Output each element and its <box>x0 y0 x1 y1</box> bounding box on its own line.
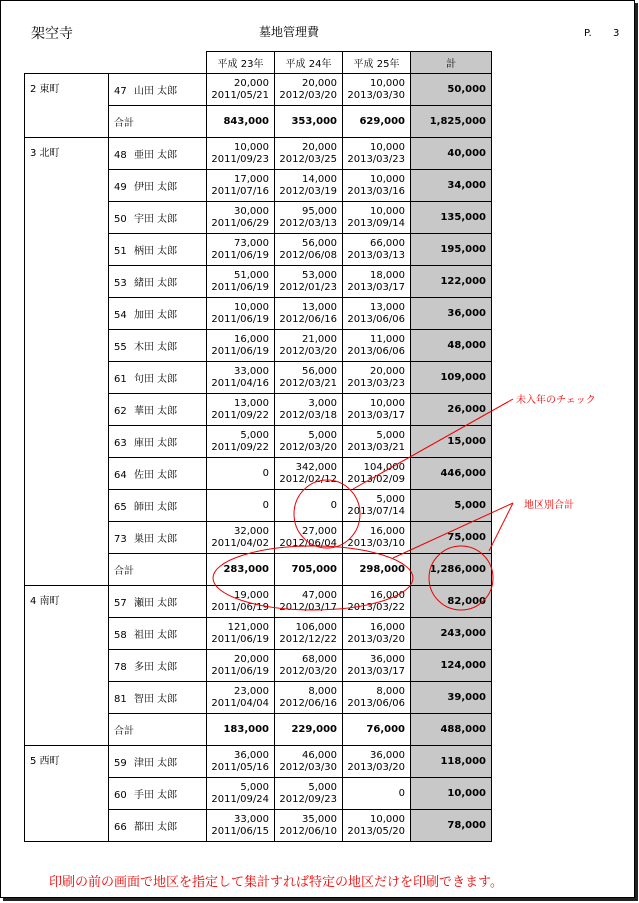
total-cell: 488,000 <box>411 714 492 746</box>
subtotal-ellipse <box>213 546 413 610</box>
plot-number: 63 <box>114 438 127 449</box>
payment-date: 2011/04/02 <box>211 537 269 549</box>
payment-date: 2012/03/25 <box>279 153 337 165</box>
plot-number: 59 <box>114 758 127 769</box>
amount: 5,000 <box>308 429 337 441</box>
footer-note: 印刷の前の画面で地区を指定して集計すれば特定の地区だけを印刷できます。 <box>49 875 503 890</box>
payment-date: 2013/03/17 <box>347 409 405 421</box>
amount-cell-h24: 229,000 <box>275 714 343 746</box>
payment-date: 2011/04/04 <box>211 697 269 709</box>
total-cell: 34,000 <box>411 170 492 202</box>
payment-date: 2012/03/17 <box>279 601 337 613</box>
holder-name: 都田 太郎 <box>134 822 178 833</box>
holder-name: 伊田 太郎 <box>134 182 178 193</box>
subtotal-label: 合計 <box>109 106 207 138</box>
payment-date: 2013/03/22 <box>347 601 405 613</box>
payment-date: 2013/07/14 <box>347 505 405 517</box>
payment-date: 2013/03/10 <box>347 537 405 549</box>
payment-date: 2012/03/18 <box>279 409 337 421</box>
plot-number: 48 <box>114 150 127 161</box>
plot-number: 51 <box>114 246 127 257</box>
amount: 53,000 <box>302 269 337 281</box>
amount: 20,000 <box>234 77 269 89</box>
plot-number: 54 <box>114 310 127 321</box>
holder-name: 緒田 太郎 <box>134 278 178 289</box>
plot-number: 57 <box>114 598 127 609</box>
holder-name: 師田 太郎 <box>134 502 178 513</box>
total-cell: 82,000 <box>411 586 492 618</box>
amount: 51,000 <box>234 269 269 281</box>
holder-name: 祖田 太郎 <box>134 630 178 641</box>
amount: 73,000 <box>234 237 269 249</box>
payment-date: 2013/03/16 <box>347 185 405 197</box>
payment-date: 2013/03/13 <box>347 249 405 261</box>
payment-date: 2013/06/06 <box>347 313 405 325</box>
area-cell: 3 北町 <box>25 138 109 586</box>
payment-date: 2011/05/21 <box>211 89 269 101</box>
amount: 10,000 <box>234 301 269 313</box>
payment-date: 2011/06/19 <box>211 345 269 357</box>
payment-date: 2011/06/19 <box>211 601 269 613</box>
area-cell: 4 南町 <box>25 586 109 746</box>
amount-cell-h23: 843,000 <box>207 106 275 138</box>
amount: 16,000 <box>234 333 269 345</box>
payment-date: 2012/06/08 <box>279 249 337 261</box>
total-cell: 48,000 <box>411 330 492 362</box>
area-cell: 5 西町 <box>25 746 109 842</box>
total-cell: 118,000 <box>411 746 492 778</box>
amount: 5,000 <box>240 429 269 441</box>
payment-date: 2012/03/20 <box>279 665 337 677</box>
amount: 95,000 <box>302 205 337 217</box>
amount: 0 <box>330 499 337 511</box>
amount: 13,000 <box>234 397 269 409</box>
plot-number: 50 <box>114 214 127 225</box>
total-cell: 39,000 <box>411 682 492 714</box>
plot-number: 64 <box>114 470 127 481</box>
amount: 23,000 <box>234 685 269 697</box>
payment-date: 2011/09/23 <box>211 153 269 165</box>
amount: 10,000 <box>370 173 405 185</box>
payment-date: 2012/06/16 <box>279 313 337 325</box>
plot-number: 66 <box>114 822 127 833</box>
amount: 33,000 <box>234 813 269 825</box>
payment-date: 2013/03/17 <box>347 665 405 677</box>
plot-number: 62 <box>114 406 127 417</box>
payment-date: 2011/06/19 <box>211 313 269 325</box>
payment-date: 2012/12/22 <box>279 633 337 645</box>
subtotal-label: 合計 <box>109 714 207 746</box>
amount: 10,000 <box>370 141 405 153</box>
amount: 20,000 <box>302 77 337 89</box>
holder-name: 華田 太郎 <box>134 406 178 417</box>
plot-number: 61 <box>114 374 127 385</box>
amount: 30,000 <box>234 205 269 217</box>
column-header-h24: 平成 24年 <box>275 52 343 74</box>
plot-number: 53 <box>114 278 127 289</box>
plot-number: 60 <box>114 790 127 801</box>
amount: 21,000 <box>302 333 337 345</box>
payment-date: 2012/03/30 <box>279 761 337 773</box>
holder-name: 智田 太郎 <box>134 694 178 705</box>
holder-name: 宇田 太郎 <box>134 214 178 225</box>
amount: 36,000 <box>370 653 405 665</box>
amount: 0 <box>262 499 269 511</box>
amount: 5,000 <box>240 781 269 793</box>
amount: 68,000 <box>302 653 337 665</box>
amount: 11,000 <box>370 333 405 345</box>
holder-name: 亜田 太郎 <box>134 150 178 161</box>
amount: 104,000 <box>363 461 405 473</box>
total-cell: 75,000 <box>411 522 492 554</box>
holder-name: 山田 太郎 <box>134 86 178 97</box>
amount: 5,000 <box>376 493 405 505</box>
payment-date: 2011/06/29 <box>211 217 269 229</box>
amount-cell-h24: 353,000 <box>275 106 343 138</box>
amount: 33,000 <box>234 365 269 377</box>
payment-date: 2011/04/16 <box>211 377 269 389</box>
payment-date: 2013/03/21 <box>347 441 405 453</box>
plot-number: 55 <box>114 342 127 353</box>
amount-cell-h25: 629,000 <box>343 106 411 138</box>
amount: 20,000 <box>370 365 405 377</box>
amount: 18,000 <box>370 269 405 281</box>
amount: 47,000 <box>302 589 337 601</box>
total-cell: 40,000 <box>411 138 492 170</box>
holder-name: 木田 太郎 <box>134 342 178 353</box>
amount: 5,000 <box>376 429 405 441</box>
amount-cell-h23: 283,000 <box>207 554 275 586</box>
payment-date: 2011/06/19 <box>211 281 269 293</box>
amount: 0 <box>262 467 269 479</box>
amount: 5,000 <box>308 781 337 793</box>
holder-name: 瀬田 太郎 <box>134 598 178 609</box>
payment-date: 2012/03/21 <box>279 377 337 389</box>
payment-date: 2011/09/22 <box>211 441 269 453</box>
holder-name: 津田 太郎 <box>134 758 178 769</box>
amount: 46,000 <box>302 749 337 761</box>
total-cell: 135,000 <box>411 202 492 234</box>
plot-number: 78 <box>114 662 127 673</box>
total-cell: 122,000 <box>411 266 492 298</box>
payment-date: 2013/05/20 <box>347 825 405 837</box>
annotation-overlay <box>1 1 639 903</box>
total-cell: 5,000 <box>411 490 492 522</box>
amount: 56,000 <box>302 237 337 249</box>
amount: 17,000 <box>234 173 269 185</box>
payment-date: 2013/03/30 <box>347 89 405 101</box>
amount-cell-h24: 705,000 <box>275 554 343 586</box>
plot-number: 81 <box>114 694 127 705</box>
unpaid-check-note: 未入年のチェック <box>516 395 596 406</box>
amount: 20,000 <box>234 653 269 665</box>
payment-date: 2012/03/20 <box>279 441 337 453</box>
holder-name: 句田 太郎 <box>134 374 178 385</box>
payment-date: 2012/03/13 <box>279 217 337 229</box>
amount: 20,000 <box>302 141 337 153</box>
amount: 0 <box>398 787 405 799</box>
holder-name: 庫田 太郎 <box>134 438 178 449</box>
payment-date: 2012/06/10 <box>279 825 337 837</box>
payment-date: 2013/03/17 <box>347 281 405 293</box>
payment-date: 2012/03/20 <box>279 89 337 101</box>
district-pointer-line-2 <box>489 503 513 551</box>
amount: 14,000 <box>302 173 337 185</box>
holder-name: 加田 太郎 <box>134 310 178 321</box>
amount: 10,000 <box>370 813 405 825</box>
payment-date: 2012/03/19 <box>279 185 337 197</box>
subtotal-label: 合計 <box>109 554 207 586</box>
payment-date: 2013/03/20 <box>347 761 405 773</box>
plot-number: 47 <box>114 86 127 97</box>
area-cell: 2 東町 <box>25 74 109 138</box>
amount: 8,000 <box>308 685 337 697</box>
column-header-h23: 平成 23年 <box>207 52 275 74</box>
total-cell: 243,000 <box>411 618 492 650</box>
amount: 13,000 <box>302 301 337 313</box>
amount: 36,000 <box>370 749 405 761</box>
amount: 16,000 <box>370 525 405 537</box>
payment-date: 2012/01/23 <box>279 281 337 293</box>
payment-date: 2013/03/23 <box>347 153 405 165</box>
total-cell: 124,000 <box>411 650 492 682</box>
total-cell: 50,000 <box>411 74 492 106</box>
amount-cell-h25: 298,000 <box>343 554 411 586</box>
amount: 10,000 <box>370 205 405 217</box>
amount: 121,000 <box>227 621 269 633</box>
payment-date: 2011/07/16 <box>211 185 269 197</box>
plot-number: 49 <box>114 182 127 193</box>
amount: 10,000 <box>370 397 405 409</box>
total-cell: 10,000 <box>411 778 492 810</box>
payment-date: 2013/09/14 <box>347 217 405 229</box>
payment-date: 2013/03/23 <box>347 377 405 389</box>
amount: 16,000 <box>370 589 405 601</box>
amount-cell-h23: 183,000 <box>207 714 275 746</box>
total-cell: 446,000 <box>411 458 492 490</box>
amount: 10,000 <box>234 141 269 153</box>
amount: 27,000 <box>302 525 337 537</box>
amount-cell-h25: 76,000 <box>343 714 411 746</box>
payment-date: 2011/05/16 <box>211 761 269 773</box>
plot-number: 58 <box>114 630 127 641</box>
total-cell: 26,000 <box>411 394 492 426</box>
unpaid-pointer-line <box>353 399 513 489</box>
payment-date: 2012/02/12 <box>279 473 337 485</box>
total-cell: 1,825,000 <box>411 106 492 138</box>
payment-date: 2013/06/06 <box>347 697 405 709</box>
holder-name: 手田 太郎 <box>134 790 178 801</box>
column-header-h25: 平成 25年 <box>343 52 411 74</box>
amount: 3,000 <box>308 397 337 409</box>
amount: 66,000 <box>370 237 405 249</box>
amount: 56,000 <box>302 365 337 377</box>
total-ellipse <box>429 546 493 610</box>
payment-date: 2012/03/20 <box>279 345 337 357</box>
total-cell: 78,000 <box>411 810 492 842</box>
amount: 8,000 <box>376 685 405 697</box>
amount: 10,000 <box>370 77 405 89</box>
total-cell: 1,286,000 <box>411 554 492 586</box>
report-title: 墓地管理費 <box>259 25 320 39</box>
payment-date: 2011/09/22 <box>211 409 269 421</box>
amount: 35,000 <box>302 813 337 825</box>
holder-name: 巣田 太郎 <box>134 534 178 545</box>
total-cell: 109,000 <box>411 362 492 394</box>
column-header-total: 計 <box>411 52 492 74</box>
amount: 32,000 <box>234 525 269 537</box>
page-number: 3 <box>613 28 620 39</box>
payment-date: 2012/09/23 <box>279 793 337 805</box>
payment-date: 2011/06/19 <box>211 633 269 645</box>
amount: 106,000 <box>295 621 337 633</box>
amount: 16,000 <box>370 621 405 633</box>
payment-date: 2013/02/09 <box>347 473 405 485</box>
payment-date: 2011/09/24 <box>211 793 269 805</box>
total-cell: 36,000 <box>411 298 492 330</box>
plot-number: 73 <box>114 534 127 545</box>
organization-name: 架空寺 <box>31 26 73 42</box>
total-cell: 195,000 <box>411 234 492 266</box>
district-pointer-line-1 <box>393 503 513 558</box>
unpaid-ellipse <box>294 480 360 548</box>
amount: 19,000 <box>234 589 269 601</box>
amount: 342,000 <box>295 461 337 473</box>
district-total-note: 地区別合計 <box>524 500 574 511</box>
payment-date: 2013/06/06 <box>347 345 405 357</box>
payment-date: 2011/06/15 <box>211 825 269 837</box>
holder-name: 佐田 太郎 <box>134 470 178 481</box>
amount: 13,000 <box>370 301 405 313</box>
payment-date: 2011/06/19 <box>211 665 269 677</box>
page-label: P. <box>584 28 592 39</box>
holder-name: 多田 太郎 <box>134 662 178 673</box>
total-cell: 15,000 <box>411 426 492 458</box>
amount: 36,000 <box>234 749 269 761</box>
payment-date: 2011/06/19 <box>211 249 269 261</box>
payment-date: 2012/06/16 <box>279 697 337 709</box>
payment-date: 2012/06/04 <box>279 537 337 549</box>
plot-number: 65 <box>114 502 127 513</box>
holder-name: 柄田 太郎 <box>134 246 178 257</box>
payment-date: 2013/03/20 <box>347 633 405 645</box>
